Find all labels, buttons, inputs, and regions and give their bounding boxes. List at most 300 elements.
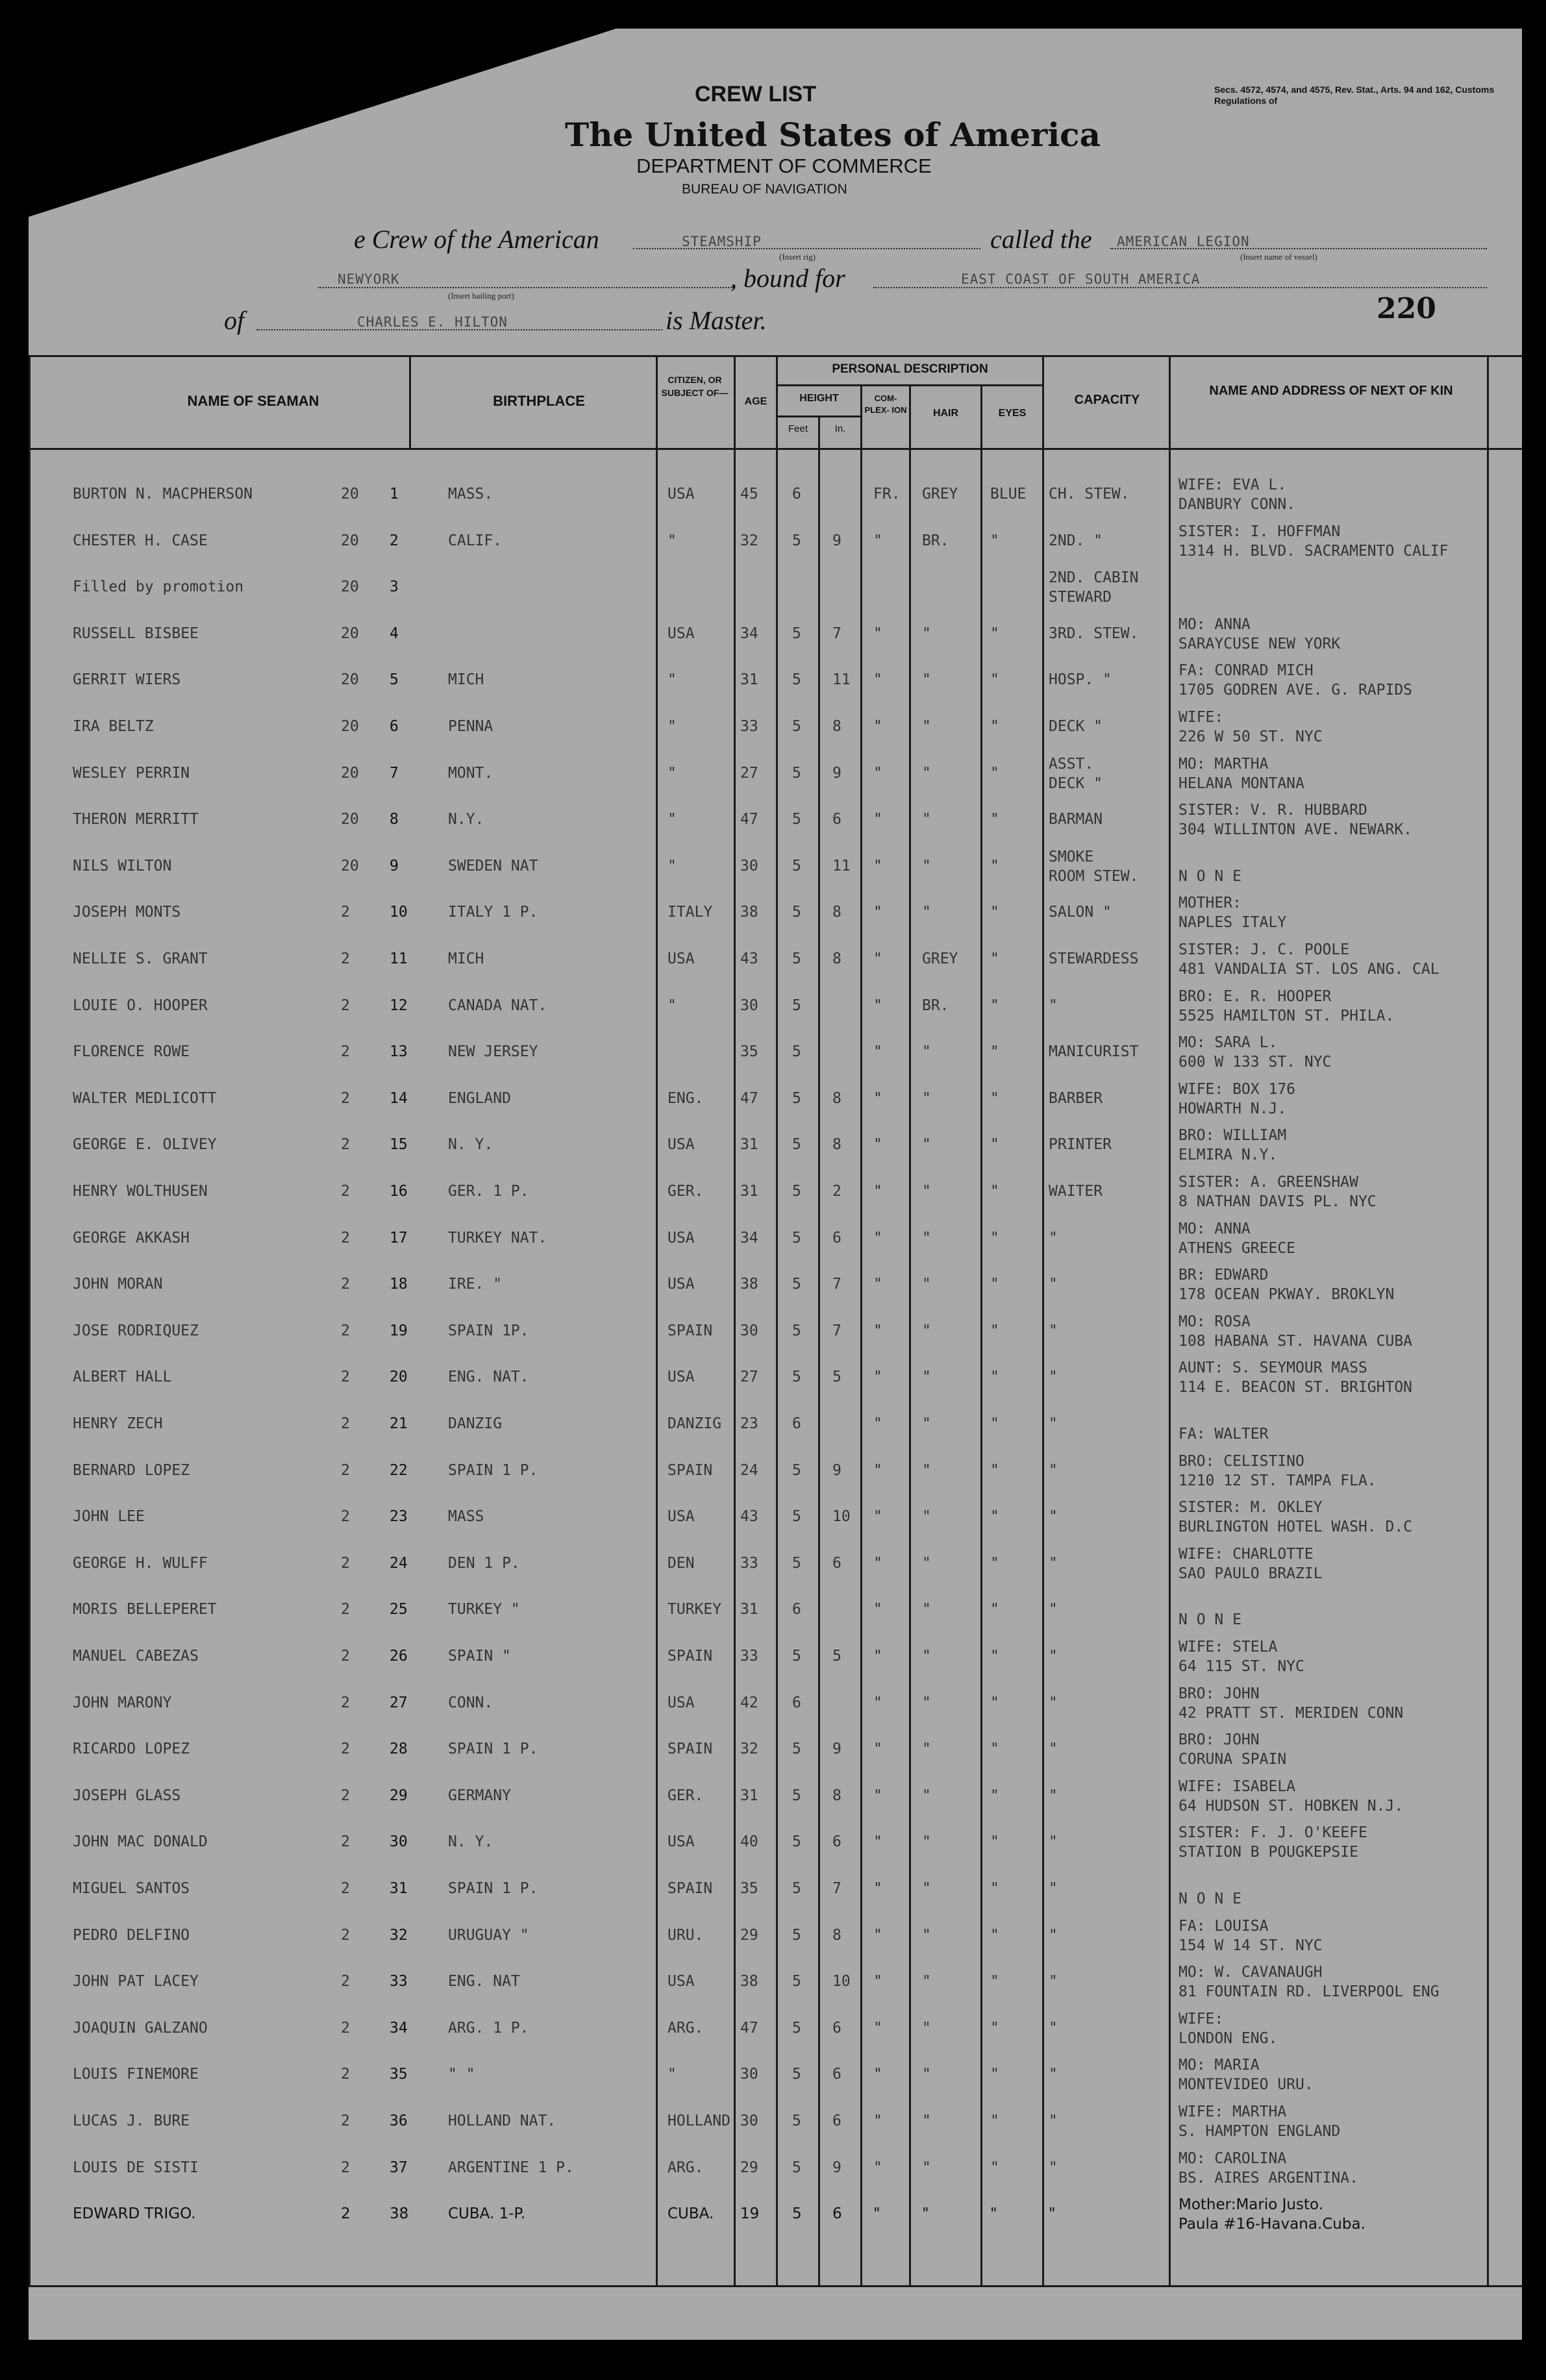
eyes: ": [990, 1276, 999, 1293]
capacity: ": [1049, 1369, 1058, 1385]
next-of-kin-name: WIFE:: [1178, 2011, 1224, 2027]
row-number: 9: [390, 858, 399, 874]
next-of-kin-address: 5525 HAMILTON ST. PHILA.: [1178, 1008, 1395, 1024]
row-number: 36: [390, 2113, 408, 2129]
capacity: ": [1049, 1741, 1058, 1757]
hair: ": [922, 2159, 931, 2176]
next-of-kin-name: AUNT: S. SEYMOUR MASS: [1178, 1359, 1367, 1376]
complexion: ": [873, 1276, 882, 1293]
header-bottom-rule: [29, 448, 1522, 450]
hair: ": [922, 1555, 931, 1572]
height-inches: 10: [832, 1973, 851, 1990]
table-row: [0, 1267, 1546, 1316]
capacity-line-2: DECK ": [1049, 775, 1103, 792]
age: 38: [740, 904, 758, 921]
capacity: BARBER: [1049, 1090, 1103, 1107]
hair: BR.: [922, 532, 949, 549]
next-of-kin-name: WIFE: STELA: [1178, 1639, 1278, 1655]
complexion: ": [873, 997, 882, 1014]
height-feet: 5: [792, 532, 801, 549]
next-of-kin-name: WIFE: MARTHA: [1178, 2103, 1287, 2120]
service-code: 20: [341, 578, 359, 595]
next-of-kin-name: MO: SARA L.: [1178, 1034, 1278, 1051]
next-of-kin-address: N O N E: [1178, 1611, 1241, 1628]
height-feet: 5: [792, 1741, 801, 1757]
citizenship: ": [667, 671, 677, 688]
service-code: 20: [341, 671, 359, 688]
next-of-kin-address: 8 NATHAN DAVIS PL. NYC: [1178, 1193, 1377, 1210]
next-of-kin-name: BRO: CELISTINO: [1178, 1453, 1304, 1470]
seaman-name: RICARDO LOPEZ: [73, 1741, 190, 1757]
capacity: STEWARDESS: [1049, 950, 1139, 967]
complexion: ": [873, 811, 882, 828]
height-inches: 6: [832, 2020, 842, 2037]
age: 24: [740, 1462, 758, 1479]
row-number: 1: [390, 486, 399, 502]
capacity: ": [1049, 2113, 1058, 2129]
service-code: 2: [341, 2020, 350, 2037]
row-number: 3: [390, 578, 399, 595]
next-of-kin-name: SISTER: A. GREENSHAW: [1178, 1174, 1358, 1191]
capacity: ": [1049, 1230, 1058, 1246]
height-inches: 8: [832, 904, 842, 921]
eyes: ": [990, 2159, 999, 2176]
table-row: [0, 2057, 1546, 2106]
service-code: 20: [341, 858, 359, 874]
birthplace: TURKEY ": [448, 1601, 520, 1618]
seaman-name: JOHN MORAN: [73, 1276, 163, 1293]
age: 31: [740, 1787, 758, 1804]
capacity: ": [1049, 2159, 1058, 2176]
eyes: ": [990, 1833, 999, 1850]
next-of-kin-name: BR: EDWARD: [1178, 1267, 1269, 1283]
capacity: SMOKE: [1049, 849, 1094, 865]
height-feet: 5: [792, 1880, 801, 1897]
birthplace: CANADA NAT.: [448, 997, 547, 1014]
age: 40: [740, 1833, 758, 1850]
row-number: 5: [390, 671, 399, 688]
capacity: ": [1049, 1555, 1058, 1572]
age: 30: [740, 2113, 758, 2129]
table-row: [0, 1081, 1546, 1130]
rig-value: STEAMSHIP: [682, 234, 762, 249]
next-of-kin-address: 64 115 ST. NYC: [1178, 1658, 1304, 1675]
seaman-name: NILS WILTON: [73, 858, 172, 874]
complexion: ": [873, 1833, 882, 1850]
seaman-name: BURTON N. MACPHERSON: [73, 486, 253, 502]
hair: ": [922, 1601, 931, 1618]
table-row: [0, 1778, 1546, 1828]
row-number: 31: [390, 1880, 408, 1897]
next-of-kin-name: SISTER: I. HOFFMAN: [1178, 523, 1341, 540]
citizenship: USA: [667, 1276, 695, 1293]
hair: GREY: [922, 950, 958, 967]
seaman-name: THERON MERRITT: [73, 811, 199, 828]
table-row: [0, 1359, 1546, 1409]
citizenship: USA: [667, 1230, 695, 1246]
height-feet: 5: [792, 671, 801, 688]
next-of-kin-address: 42 PRATT ST. MERIDEN CONN: [1178, 1705, 1404, 1722]
table-row: [0, 1034, 1546, 1084]
next-of-kin-address: BS. AIRES ARGENTINA.: [1178, 2170, 1358, 2187]
next-of-kin-address: 481 VANDALIA ST. LOS ANG. CAL: [1178, 961, 1440, 978]
next-of-kin-address: STATION B POUGKEPSIE: [1178, 1844, 1358, 1861]
citizenship: HOLLAND: [667, 2113, 730, 2129]
next-of-kin-name: MO: ANNA: [1178, 1221, 1251, 1237]
height-feet: 5: [792, 1230, 801, 1246]
height-feet: 5: [792, 718, 801, 735]
age: 38: [740, 1973, 758, 1990]
citizenship: ": [667, 765, 677, 782]
next-of-kin-address: 114 E. BEACON ST. BRIGHTON: [1178, 1379, 1413, 1396]
birthplace: MICH: [448, 950, 484, 967]
col-header-citizen: CITIZEN, OR SUBJECT OF—: [661, 375, 729, 398]
capacity: SALON ": [1049, 904, 1112, 921]
eyes: ": [990, 671, 999, 688]
citizenship: SPAIN: [667, 1462, 713, 1479]
eyes: ": [990, 1043, 999, 1060]
hair: ": [922, 718, 931, 735]
citizenship: ": [667, 997, 677, 1014]
birthplace: GER. 1 P.: [448, 1183, 529, 1200]
eyes: ": [990, 2020, 999, 2037]
col-header-complexion: COM- PLEX- ION: [864, 393, 907, 415]
age: 31: [740, 1601, 758, 1618]
is-master-label: is Master.: [666, 306, 767, 335]
height-inches: 10: [832, 1508, 851, 1525]
age: 47: [740, 811, 758, 828]
height-feet: 5: [792, 1183, 801, 1200]
col-header-capacity: CAPACITY: [1074, 393, 1140, 407]
seaman-name: LOUIS FINEMORE: [73, 2066, 199, 2083]
next-of-kin-address: 1314 H. BLVD. SACRAMENTO CALIF: [1178, 543, 1449, 560]
citizenship: DANZIG: [667, 1415, 722, 1432]
next-of-kin-name: Mother:Mario Justo.: [1178, 2196, 1323, 2213]
birthplace: N.Y.: [448, 811, 484, 828]
seaman-name: JOHN MAC DONALD: [73, 1833, 208, 1850]
citizenship: CUBA.: [667, 2205, 714, 2222]
seaman-name: CHESTER H. CASE: [73, 532, 208, 549]
seaman-name: JOSEPH GLASS: [73, 1787, 181, 1804]
next-of-kin-name: WIFE: ISABELA: [1178, 1778, 1296, 1795]
hair: ": [922, 765, 931, 782]
height-feet: 5: [792, 1462, 801, 1479]
service-code: 2: [341, 1183, 350, 1200]
capacity: ": [1049, 2020, 1058, 2037]
capacity: ": [1049, 1973, 1058, 1990]
row-number: 34: [390, 2020, 408, 2037]
next-of-kin-address: NAPLES ITALY: [1178, 914, 1287, 931]
next-of-kin-address: LONDON ENG.: [1178, 2030, 1278, 2047]
service-code: 2: [341, 950, 350, 967]
height-feet: 5: [792, 1648, 801, 1665]
row-number: 15: [390, 1136, 408, 1153]
destination: EAST COAST OF SOUTH AMERICA: [961, 271, 1201, 287]
age: 30: [740, 997, 758, 1014]
complexion: ": [873, 625, 882, 642]
height-inches: 9: [832, 1462, 842, 1479]
citizenship: ENG.: [667, 1090, 704, 1107]
capacity: BARMAN: [1049, 811, 1103, 828]
service-code: 20: [341, 718, 359, 735]
eyes: ": [990, 811, 999, 828]
capacity: HOSP. ": [1049, 671, 1112, 688]
age: 31: [740, 1136, 758, 1153]
hair: ": [922, 1462, 931, 1479]
height-inches: 8: [832, 950, 842, 967]
hair: ": [922, 858, 931, 874]
capacity: MANICURIST: [1049, 1043, 1139, 1060]
citizenship: DEN: [667, 1555, 695, 1572]
service-code: 2: [341, 1369, 350, 1385]
row-number: 7: [390, 765, 399, 782]
row-number: 25: [390, 1601, 408, 1618]
row-number: 37: [390, 2159, 408, 2176]
next-of-kin-name: FA: CONRAD MICH: [1178, 662, 1314, 679]
seaman-name: PEDRO DELFINO: [73, 1927, 190, 1944]
next-of-kin-address: 1210 12 ST. TAMPA FLA.: [1178, 1472, 1377, 1489]
complexion: ": [873, 532, 882, 549]
next-of-kin-name: WIFE:: [1178, 709, 1224, 726]
capacity: ": [1049, 1927, 1058, 1944]
seaman-name: MANUEL CABEZAS: [73, 1648, 199, 1665]
complexion: ": [873, 1230, 882, 1246]
hair: ": [922, 1927, 931, 1944]
age: 30: [740, 858, 758, 874]
height-feet: 5: [792, 625, 801, 642]
complexion: FR.: [873, 486, 901, 502]
table-row: [0, 569, 1546, 619]
table-row: [0, 1964, 1546, 2013]
col-header-age: AGE: [744, 396, 767, 407]
seaman-name: JOHN LEE: [73, 1508, 145, 1525]
capacity: ASST.: [1049, 756, 1094, 773]
citizenship: ": [667, 718, 677, 735]
height-feet: 5: [792, 1043, 801, 1060]
hair: ": [922, 2020, 931, 2037]
table-row: [0, 1596, 1546, 1641]
eyes: ": [990, 1741, 999, 1757]
height-inches: 2: [832, 1183, 842, 1200]
complexion: ": [873, 765, 882, 782]
age: 33: [740, 1555, 758, 1572]
service-code: 2: [341, 1090, 350, 1107]
row-number: 23: [390, 1508, 408, 1525]
hair: ": [922, 1043, 931, 1060]
complexion: ": [873, 1973, 882, 1990]
next-of-kin-address: CORUNA SPAIN: [1178, 1751, 1287, 1768]
hair: ": [922, 1230, 931, 1246]
birthplace: SPAIN 1P.: [448, 1322, 529, 1339]
height-feet: 5: [792, 1508, 801, 1525]
next-of-kin-address: N O N E: [1178, 868, 1241, 885]
birthplace: TURKEY NAT.: [448, 1230, 547, 1246]
table-row: [0, 802, 1546, 851]
eyes: ": [990, 1601, 999, 1618]
complexion: ": [873, 1090, 882, 1107]
birthplace: ENG. NAT: [448, 1973, 520, 1990]
birthplace: MASS: [448, 1508, 484, 1525]
hair: ": [922, 1694, 931, 1711]
citizenship: USA: [667, 625, 695, 642]
complexion: ": [873, 1508, 882, 1525]
next-of-kin-address: 1705 GODREN AVE. G. RAPIDS: [1178, 682, 1413, 699]
height-inches: 6: [832, 811, 842, 828]
birthplace: ARGENTINE 1 P.: [448, 2159, 574, 2176]
row-number: 16: [390, 1183, 408, 1200]
birthplace: SPAIN 1 P.: [448, 1741, 538, 1757]
seaman-name: LOUIE O. HOOPER: [73, 997, 208, 1014]
next-of-kin-name: MO: CAROLINA: [1178, 2150, 1287, 2167]
service-code: 20: [341, 811, 359, 828]
seaman-name: JOSEPH MONTS: [73, 904, 181, 921]
bound-for-label: , bound for: [730, 264, 845, 293]
birthplace: ENG. NAT.: [448, 1369, 529, 1385]
service-code: 2: [341, 1694, 350, 1711]
height-inches: 6: [832, 1230, 842, 1246]
capacity: ": [1049, 1276, 1058, 1293]
age: 31: [740, 671, 758, 688]
hair: ": [922, 1369, 931, 1385]
seaman-name: RUSSELL BISBEE: [73, 625, 199, 642]
seaman-name: MIGUEL SANTOS: [73, 1880, 190, 1897]
next-of-kin-address: MONTEVIDEO URU.: [1178, 2076, 1314, 2093]
height-inches: 7: [832, 1880, 842, 1897]
complexion: ": [873, 718, 882, 735]
complexion: ": [873, 858, 882, 874]
height-inches: 8: [832, 1787, 842, 1804]
next-of-kin-address: BURLINGTON HOTEL WASH. D.C: [1178, 1518, 1413, 1535]
complexion: ": [873, 1369, 882, 1385]
birthplace: CALIF.: [448, 532, 503, 549]
eyes: ": [990, 1369, 999, 1385]
row-number: 14: [390, 1090, 408, 1107]
next-of-kin-address: 304 WILLINTON AVE. NEWARK.: [1178, 821, 1413, 838]
capacity-line-2: ROOM STEW.: [1049, 868, 1139, 885]
seaman-name: LOUIS DE SISTI: [73, 2159, 199, 2176]
capacity: ": [1049, 1648, 1058, 1665]
citizenship: TURKEY: [667, 1601, 722, 1618]
height-inches: 6: [832, 2205, 842, 2222]
birthplace: DANZIG: [448, 1415, 503, 1432]
row-number: 22: [390, 1462, 408, 1479]
service-code: 20: [341, 765, 359, 782]
capacity: ": [1049, 2066, 1058, 2083]
height-feet: 6: [792, 486, 801, 502]
height-feet: 6: [792, 1694, 801, 1711]
eyes: ": [990, 1555, 999, 1572]
col-header-eyes: EYES: [998, 408, 1027, 419]
complexion: ": [873, 1183, 882, 1200]
capacity: ": [1049, 1415, 1058, 1432]
height-feet: 5: [792, 950, 801, 967]
citizenship: ARG.: [667, 2159, 704, 2176]
citizenship: ITALY: [667, 904, 713, 921]
table-row: [0, 2011, 1546, 2060]
citizenship: ": [667, 2066, 677, 2083]
citizenship: URU.: [667, 1927, 704, 1944]
citizenship: USA: [667, 1973, 695, 1990]
service-code: 2: [341, 2205, 351, 2222]
seaman-name: GEORGE AKKASH: [73, 1230, 190, 1246]
service-code: 2: [341, 1230, 350, 1246]
service-code: 2: [341, 1462, 350, 1479]
hair: ": [922, 2113, 931, 2129]
table-row: [0, 477, 1546, 526]
height-inches: 9: [832, 1741, 842, 1757]
hair: ": [922, 625, 931, 642]
height-feet: 5: [792, 2066, 801, 2083]
height-feet: 5: [792, 2159, 801, 2176]
col-header-next-of-kin: NAME AND ADDRESS OF NEXT OF KIN: [1209, 384, 1453, 398]
next-of-kin-address: DANBURY CONN.: [1178, 496, 1296, 513]
table-top-rule: [29, 355, 1522, 357]
seaman-name: GERRIT WIERS: [73, 671, 181, 688]
birthplace: SWEDEN NAT: [448, 858, 538, 874]
crew-of-label: e Crew of the American: [354, 225, 599, 254]
table-row: [0, 1410, 1546, 1456]
eyes: ": [990, 1415, 999, 1432]
seaman-name: WESLEY PERRIN: [73, 765, 190, 782]
complexion: ": [873, 2205, 880, 2222]
birthplace: ENGLAND: [448, 1090, 511, 1107]
next-of-kin-name: MO: ANNA: [1178, 616, 1251, 633]
complexion: ": [873, 1648, 882, 1665]
complexion: ": [873, 950, 882, 967]
age: 33: [740, 718, 758, 735]
age: 43: [740, 950, 758, 967]
age: 29: [740, 1927, 758, 1944]
table-bottom-rule: [29, 2285, 1522, 2287]
next-of-kin-address: HOWARTH N.J.: [1178, 1100, 1287, 1117]
seaman-name: NELLIE S. GRANT: [73, 950, 208, 967]
citizenship: USA: [667, 1508, 695, 1525]
age: 38: [740, 1276, 758, 1293]
seaman-name: Filled by promotion: [73, 578, 244, 595]
next-of-kin-address: 64 HUDSON ST. HOBKEN N.J.: [1178, 1798, 1404, 1815]
next-of-kin-address: N O N E: [1178, 1890, 1241, 1907]
citizenship: SPAIN: [667, 1322, 713, 1339]
height-feet: 5: [792, 1090, 801, 1107]
height-feet: 5: [792, 904, 801, 921]
citizenship: GER.: [667, 1787, 704, 1804]
birthplace: MASS.: [448, 486, 493, 502]
next-of-kin-name: MOTHER:: [1178, 895, 1241, 911]
eyes: ": [990, 1462, 999, 1479]
seaman-name: BERNARD LOPEZ: [73, 1462, 190, 1479]
age: 45: [740, 486, 758, 502]
hair: ": [922, 1833, 931, 1850]
hair: GREY: [922, 486, 958, 502]
crew-list-title: CREW LIST: [695, 82, 816, 106]
col-header-birthplace: BIRTHPLACE: [493, 393, 585, 409]
service-code: 2: [341, 1927, 350, 1944]
rig-note: (Insert rig): [779, 252, 816, 262]
eyes: ": [990, 625, 999, 642]
age: 34: [740, 1230, 758, 1246]
row-number: 27: [390, 1694, 408, 1711]
citizenship: USA: [667, 1833, 695, 1850]
row-number: 21: [390, 1415, 408, 1432]
row-number: 29: [390, 1787, 408, 1804]
height-inches: 8: [832, 718, 842, 735]
service-code: 20: [341, 486, 359, 502]
table-row: [0, 941, 1546, 991]
hair: ": [922, 671, 931, 688]
citizenship: ARG.: [667, 2020, 704, 2037]
table-row: [0, 1685, 1546, 1735]
next-of-kin-name: BRO: JOHN: [1178, 1731, 1260, 1748]
